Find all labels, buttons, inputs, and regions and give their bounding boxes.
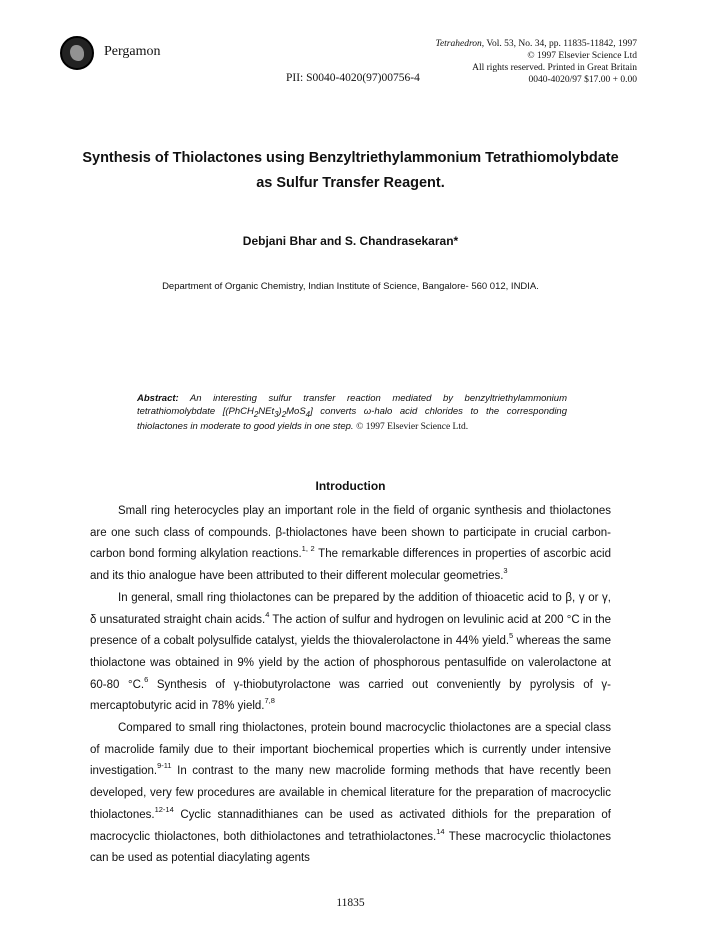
reference-marker: 1, 2 — [301, 544, 315, 554]
pii-identifier: PII: S0040-4020(97)00756-4 — [286, 72, 420, 84]
publisher-name: Pergamon — [104, 44, 161, 59]
journal-metadata — [436, 38, 637, 86]
paragraph-text: In contrast to the many new macrolide forming methods that have recently been developed, very few procedures are available in chemical literature for the preparation of macrocyclic thiolactones. — [90, 765, 611, 821]
abstract-label: Abstract: — [137, 393, 179, 404]
reference-marker: 12-14 — [154, 804, 174, 814]
paragraph-3 — [90, 718, 611, 870]
citation-details: Vol. 53, No. 34, pp. 11835-11842, 1997 — [484, 39, 637, 49]
paragraph-text: The action of sulfur and hydrogen on levulinic acid at 200 °C in the presence of a cobalt polysulfide catalyst, yields the thiovalerolactone in 44% yield. — [90, 613, 611, 648]
abstract-text: ] converts ω-halo acid chlorides to the corresponding thiolactones in moderate to good yields in one step. — [137, 405, 567, 432]
paragraph-text: Small ring heterocycles play an important role in the field of organic synthesis and thiolactones are one such class of compounds. β-thiolactones have been shown to participate in crucial carbon-carbon bond forming alkylation reactions. — [90, 505, 611, 561]
abstract-copyright: © 1997 Elsevier Science Ltd. — [356, 421, 469, 432]
reference-marker: 14 — [436, 826, 445, 836]
reference-marker: 5 — [509, 631, 514, 641]
subscript: 2 — [253, 409, 259, 419]
paragraph-text: The remarkable differences in properties of ascorbic acid and its thio analogue have been attributed to their different molecular geometries. — [90, 548, 611, 583]
copyright-line: © 1997 Elsevier Science Ltd — [527, 51, 637, 61]
introduction-body — [90, 501, 611, 870]
abstract — [137, 393, 567, 433]
abstract-text: An interesting sulfur transfer reaction mediated by benzyltriethylammonium tetrathiomolybdate [(PhCH — [137, 393, 567, 417]
subscript: 4 — [305, 409, 311, 419]
reference-marker: 4 — [265, 609, 270, 619]
publisher-logo — [60, 36, 94, 70]
journal-citation — [436, 38, 637, 50]
paragraph-text: Cyclic stannadithianes can be used as activated dithiols for the preparation of macrocyclic thiolactones, both dithiolactones and tetrathiolactones. — [90, 808, 611, 843]
subscript: 3 — [274, 409, 279, 419]
price-line: 0040-4020/97 $17.00 + 0.00 — [528, 75, 637, 85]
title-line-1: Synthesis of Thiolactones using Benzyltriethylammonium Tetrathiomolybdate — [82, 150, 619, 166]
abstract-text: ) — [278, 405, 282, 417]
reference-marker: 9-11 — [157, 761, 172, 771]
abstract-text: MoS — [286, 405, 306, 417]
journal-name: Tetrahedron, — [435, 39, 485, 49]
subscript: 2 — [281, 409, 287, 419]
paragraph-text: In general, small ring thiolactones can be prepared by the addition of thioacetic acid to β, γ or γ, δ unsaturated straight chain acids. — [90, 591, 611, 626]
author-list: Debjani Bhar and S. Chandrasekaran* — [242, 234, 459, 248]
reference-marker: 6 — [144, 674, 149, 684]
paragraph-1 — [90, 501, 611, 588]
rights-line: All rights reserved. Printed in Great Britain — [472, 63, 637, 73]
section-heading-introduction: Introduction — [315, 479, 386, 493]
affiliation: Department of Organic Chemistry, Indian Institute of Science, Bangalore- 560 012, INDIA. — [162, 281, 539, 292]
paragraph-text: Compared to small ring thiolactones, protein bound macrocyclic thiolactones are a special class of macrolide family due to their important biochemical properties which is currently under intensive investigation. — [90, 722, 611, 778]
reference-marker: 3 — [503, 566, 508, 576]
page-number: 11835 — [336, 897, 365, 909]
paragraph-text: Synthesis of γ-thiobutyrolactone was carried out conveniently by pyrolysis of γ-mercaptobutyric acid in 78% yield. — [90, 678, 611, 713]
abstract-text: NEt — [258, 405, 275, 417]
paragraph-2 — [90, 588, 611, 718]
reference-marker: 7,8 — [264, 696, 275, 706]
title-line-2: as Sulfur Transfer Reagent. — [256, 175, 445, 191]
paragraph-text: These macrocyclic thiolactones can be used as potential diacylating agents — [90, 830, 611, 865]
paper-title — [60, 146, 641, 196]
paragraph-text: whereas the same thiolactone was obtained in 9% yield by the action of phosphorous pentasulfide on valerolactone at 60-80 °C. — [90, 635, 611, 691]
